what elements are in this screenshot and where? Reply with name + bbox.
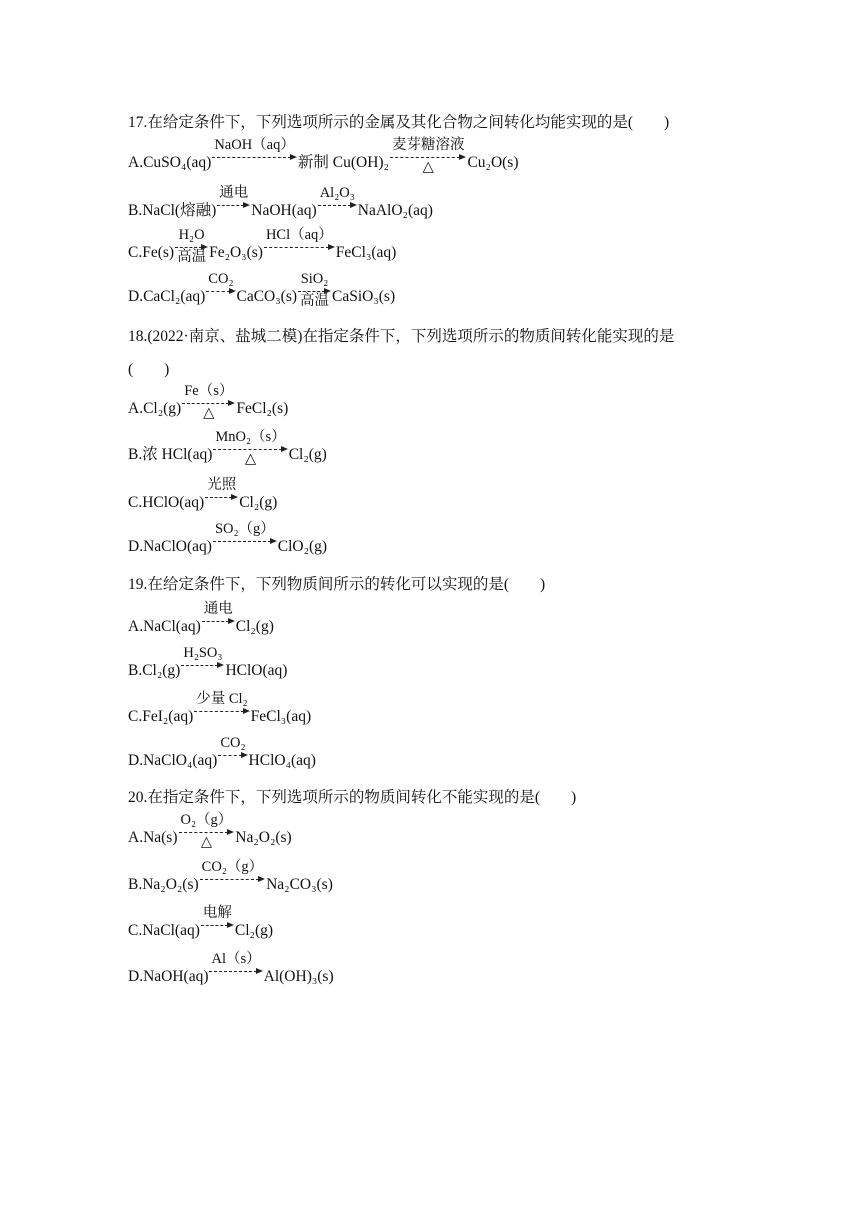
arrow-condition-bottom: 高温	[300, 293, 330, 309]
reaction-arrow	[181, 646, 224, 682]
arrow-condition-top: 麦芽糖溶液	[391, 137, 465, 153]
arrow-shaft	[206, 287, 235, 297]
arrow-condition-top: CO₂	[208, 271, 234, 287]
reaction-arrow	[202, 602, 235, 638]
question-19-option-d	[128, 735, 316, 772]
arrow-condition-top: 少量 Cl₂	[196, 691, 248, 707]
species-text: NaAlO₂(aq)	[357, 202, 433, 219]
arrow-condition-top: 通电	[203, 601, 233, 617]
question-17-option-b	[128, 185, 433, 222]
arrow-condition-top: CO₂	[220, 735, 246, 751]
arrow-shaft	[217, 201, 250, 211]
question-18-option-d	[128, 521, 328, 558]
reaction-arrow	[182, 384, 235, 420]
arrow-condition-bottom: △	[422, 159, 434, 175]
reaction-arrow	[218, 736, 247, 772]
arrow-condition-top: NaOH（aq）	[214, 137, 295, 153]
arrow-condition-top: H₂SO₃	[183, 645, 223, 661]
arrow-condition-top: 光照	[207, 477, 237, 493]
reaction-arrow	[194, 692, 249, 728]
species-text: B.Cl₂(g)	[128, 662, 181, 679]
question-17-option-c	[128, 227, 397, 265]
reaction-arrow	[390, 138, 467, 174]
species-text: A.CuSO₄(aq)	[128, 154, 212, 171]
arrow-shaft	[182, 399, 235, 409]
species-text: FeCl₃(aq)	[335, 244, 397, 261]
arrow-shaft	[194, 707, 249, 717]
arrow-condition-top: 通电	[219, 185, 249, 201]
species-text: Fe₂O₃(s)	[209, 244, 263, 261]
reaction-arrow	[264, 228, 335, 264]
question-20-option-a	[128, 812, 292, 850]
reaction-arrow	[213, 430, 287, 466]
species-text: HClO(aq)	[225, 662, 288, 679]
reaction-arrow	[175, 228, 208, 264]
arrow-condition-top: CO₂（g）	[201, 859, 264, 875]
question-19-stem: 19.在给定条件下，下列物质间所示的转化可以实现的是( )	[128, 576, 546, 593]
reaction-arrow	[200, 860, 265, 896]
arrow-shaft	[264, 243, 335, 253]
arrow-shaft	[200, 875, 265, 885]
species-text: B.Na₂O₂(s)	[128, 876, 199, 893]
arrow-shaft	[175, 243, 208, 253]
question-18-option-b	[128, 429, 327, 467]
arrow-shaft	[202, 617, 235, 627]
arrow-shaft	[318, 201, 357, 211]
species-text: D.NaOH(aq)	[128, 968, 209, 985]
reaction-arrow	[179, 813, 235, 849]
species-text: B.浓 HCl(aq)	[128, 446, 213, 463]
question-18-option-a	[128, 383, 289, 421]
reaction-arrow	[298, 272, 331, 308]
arrow-condition-top: Al₂O₃	[319, 185, 355, 201]
species-text: CaSiO₃(s)	[332, 288, 396, 305]
reaction-arrow	[213, 522, 277, 558]
arrow-condition-top: 电解	[202, 905, 232, 921]
arrow-condition-top: Fe（s）	[184, 383, 234, 399]
question-18-option-c	[128, 477, 278, 514]
species-text: NaOH(aq)	[251, 202, 317, 219]
species-text: A.Cl₂(g)	[128, 400, 182, 417]
arrow-shaft	[390, 153, 467, 163]
question-18-stem: 18.(2022·南京、盐城二模)在指定条件下，下列选项所示的物质间转化能实现的是	[128, 328, 675, 345]
species-text: Cl₂(g)	[288, 446, 327, 463]
reaction-arrow	[212, 138, 297, 174]
species-text: C.FeI₂(aq)	[128, 708, 194, 725]
arrow-condition-top: MnO₂（s）	[215, 429, 286, 445]
reaction-arrow	[206, 272, 235, 308]
question-17-option-d	[128, 271, 396, 309]
species-text: CaCO₃(s)	[236, 288, 298, 305]
question-17-option-a	[128, 137, 519, 175]
question-19-option-a	[128, 601, 274, 638]
reaction-arrow	[318, 186, 357, 222]
question-20-option-c	[128, 905, 274, 942]
arrow-condition-top: HCl（aq）	[265, 227, 333, 243]
species-text: D.NaClO(aq)	[128, 538, 212, 555]
question-18-stem-bracket: ( )	[128, 361, 170, 378]
species-text: A.Na(s)	[128, 829, 178, 846]
species-text: Na₂CO₃(s)	[266, 876, 333, 893]
arrow-shaft	[209, 967, 262, 977]
species-text: Cu₂O(s)	[467, 154, 519, 171]
arrow-condition-top: O₂（g）	[180, 812, 233, 828]
species-text: Cl₂(g)	[234, 922, 274, 939]
species-text: HClO₄(aq)	[248, 752, 316, 769]
species-text: D.CaCl₂(aq)	[128, 288, 206, 305]
species-text: Cl₂(g)	[239, 494, 278, 511]
species-text: Cl₂(g)	[235, 618, 274, 635]
arrow-condition-top: Al（s）	[211, 951, 261, 967]
reaction-arrow	[201, 906, 234, 942]
species-text: A.NaCl(aq)	[128, 618, 201, 635]
species-text: C.NaCl(aq)	[128, 922, 200, 939]
question-19-option-b	[128, 645, 288, 682]
arrow-shaft	[179, 828, 235, 838]
species-text: FeCl₃(aq)	[250, 708, 312, 725]
question-19-option-c	[128, 691, 312, 728]
arrow-shaft	[213, 537, 277, 547]
species-text: FeCl₂(s)	[236, 400, 289, 417]
arrow-condition-bottom: △	[203, 405, 215, 421]
arrow-shaft	[201, 921, 234, 931]
arrow-shaft	[213, 445, 287, 455]
question-20-option-b	[128, 859, 333, 896]
species-text: C.HClO(aq)	[128, 494, 205, 511]
arrow-condition-bottom: 高温	[177, 249, 207, 265]
reaction-arrow	[209, 952, 262, 988]
arrow-condition-top: SO₂（g）	[214, 521, 275, 537]
reaction-arrow	[205, 478, 238, 514]
arrow-shaft	[218, 751, 247, 761]
arrow-shaft	[205, 493, 238, 503]
arrow-shaft	[298, 287, 331, 297]
species-text: C.Fe(s)	[128, 244, 175, 261]
species-text: D.NaClO₄(aq)	[128, 752, 218, 769]
arrow-condition-top: H₂O	[178, 227, 205, 243]
arrow-shaft	[181, 661, 224, 671]
question-20-option-d	[128, 951, 334, 988]
arrow-condition-bottom: △	[244, 451, 257, 467]
species-text: Na₂O₂(s)	[235, 829, 292, 846]
species-text: ClO₂(g)	[277, 538, 328, 555]
question-17-stem: 17.在给定条件下，下列选项所示的金属及其化合物之间转化均能实现的是( )	[128, 114, 670, 131]
question-20-stem: 20.在指定条件下，下列选项所示的物质间转化不能实现的是( )	[128, 789, 577, 806]
arrow-shaft	[212, 153, 297, 163]
species-text: B.NaCl(熔融)	[128, 202, 217, 219]
species-text: Al(OH)₃(s)	[263, 968, 334, 985]
reaction-arrow	[217, 186, 250, 222]
arrow-condition-top: SiO₂	[300, 271, 329, 287]
arrow-condition-bottom: △	[200, 834, 212, 850]
species-text: 新制 Cu(OH)₂	[297, 154, 389, 171]
